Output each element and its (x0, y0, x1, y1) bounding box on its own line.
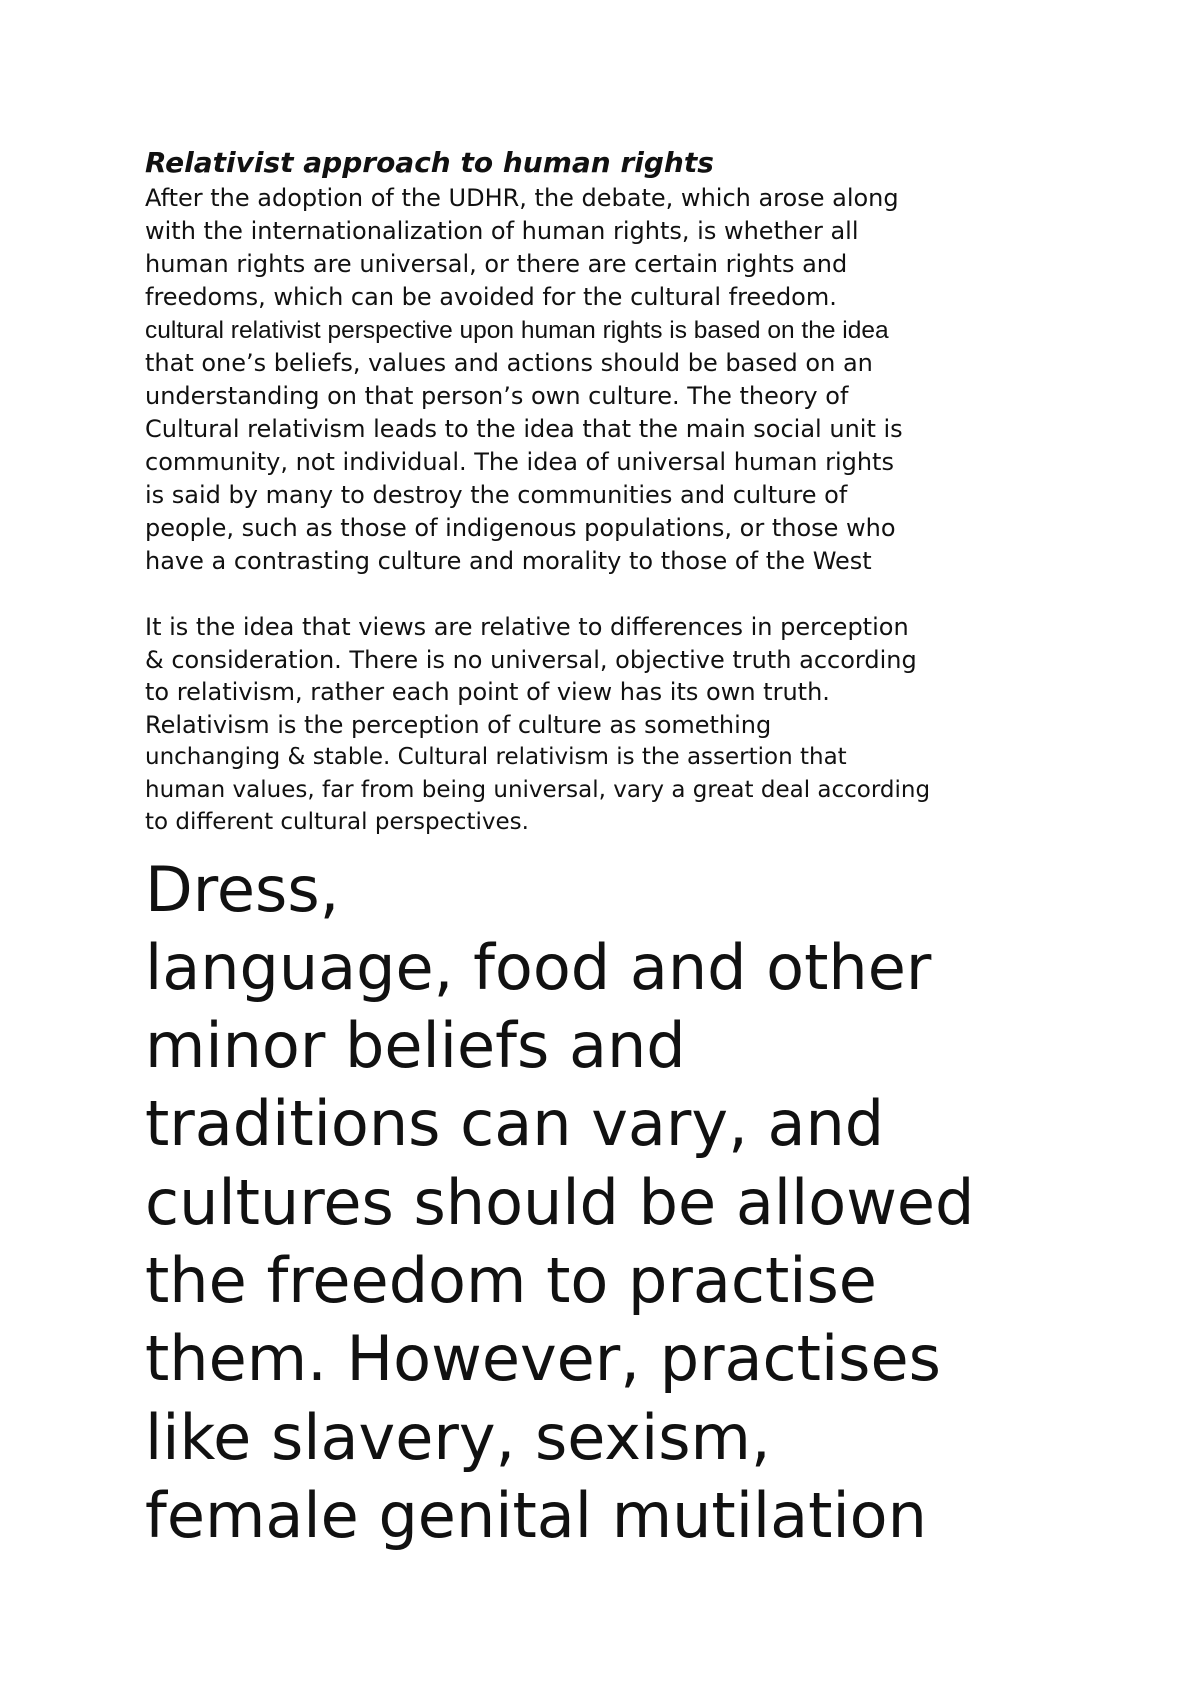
paragraph-spacer (145, 578, 1075, 611)
text-line: unchanging & stable. Cultural relativism is the assertion that (145, 744, 847, 770)
text-line: human values, far from being universal, vary a great deal according (145, 776, 931, 803)
paragraph-large-text (145, 851, 1075, 1556)
text-line: traditions can vary, and (145, 1087, 885, 1161)
text-line: Dress, (145, 852, 340, 926)
text-line: After the adoption of the UDHR, the debate, which arose along (145, 184, 899, 212)
text-line: Cultural relativism leads to the idea that the main social unit is (145, 415, 903, 443)
text-line: community, not individual. The idea of universal human rights (145, 448, 894, 476)
text-line: Relativism is the perception of culture as something (145, 710, 772, 739)
text-line: people, such as those of indigenous populations, or those who (145, 514, 896, 542)
text-line: like slavery, sexism, (145, 1400, 771, 1474)
text-line: understanding on that person’s own culture. The theory of (145, 382, 849, 410)
document-page (145, 146, 1075, 1555)
section-heading: Relativist approach to human rights (145, 146, 714, 179)
paragraph-relativism-definition (145, 611, 1075, 839)
text-line: female genital mutilation (145, 1478, 927, 1552)
text-line: & consideration. There is no universal, objective truth according (145, 645, 917, 674)
text-line: language, food and other (145, 930, 932, 1004)
text-line: cultural relativist perspective upon human rights is based on the idea (145, 317, 889, 344)
text-line: freedoms, which can be avoided for the cultural freedom. (145, 283, 837, 311)
text-line: is said by many to destroy the communities and culture of (145, 481, 848, 509)
text-line: to relativism, rather each point of view has its own truth. (145, 678, 830, 706)
text-line: have a contrasting culture and morality to those of the West (145, 547, 872, 575)
text-line: with the internationalization of human rights, is whether all (145, 217, 859, 245)
text-line: human rights are universal, or there are certain rights and (145, 250, 848, 278)
text-line: them. However, practises (145, 1322, 941, 1396)
text-line: to different cultural perspectives. (145, 809, 529, 835)
paragraph-udhr-debate (145, 182, 1075, 578)
text-line: minor beliefs and (145, 1009, 686, 1083)
text-line: It is the idea that views are relative to differences in perception (145, 613, 909, 641)
text-line: that one’s beliefs, values and actions should be based on an (145, 349, 873, 377)
text-line: the freedom to practise (145, 1243, 877, 1317)
text-line: cultures should be allowed (145, 1165, 975, 1239)
